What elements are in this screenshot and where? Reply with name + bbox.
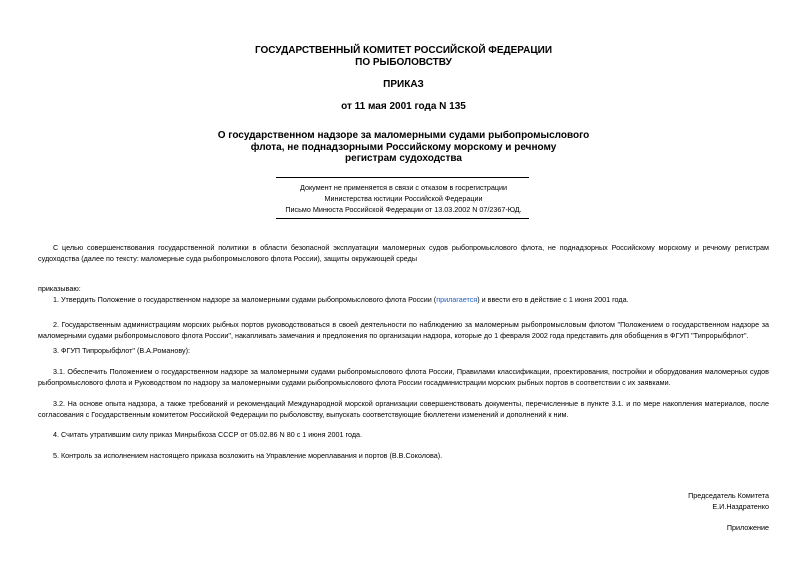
document-date-number: от 11 мая 2001 года N 135 (341, 101, 466, 112)
notice-top-rule (276, 177, 529, 178)
signature-position: Председатель Комитета (688, 491, 769, 500)
signature-name: Е.И.Наздратенко (712, 502, 769, 511)
item-1 (38, 294, 769, 305)
item-1-text-after: ) и ввести его в действие с 1 июня 2001 года. (477, 295, 629, 304)
preamble-paragraph: С целью совершенствования государственной политики в области безопасной эксплуатации маломерных судов рыбопромыслового флота, не поднадзорных Российскому морскому и речному регистрам судоходства (далее по тексту: маломерные суда рыбопромыслового флота России), защиты окружающей среды (38, 243, 769, 263)
item-5: 5. Контроль за исполнением настоящего приказа возложить на Управление мореплавания и портов (В.В.Соколова). (53, 451, 443, 460)
item-1-text-before: 1. Утвердить Положение о государственном надзоре за маломерными судами рыбопромыслового флота России ( (53, 295, 437, 304)
document-title-line1: О государственном надзоре за маломерными судами рыбопромыслового (217, 130, 590, 141)
notice-line1: Документ не применяется в связи с отказом в госрегистрации (300, 183, 507, 192)
item-3-2: 3.2. На основе опыта надзора, а также требований и рекомендаций Международной морской организации совершенствовать документы, перечисленные в пункте 3.1. и по мере накопления материалов, после согласования с Государственным комитетом Российской Федерации по рыболовству, выпускать соответствующие бюллетени изменений и дополнений к ним. (38, 399, 769, 419)
item-2: 2. Государственным администрациям морских рыбных портов руководствоваться в своей деятельности по наблюдению за маломерным рыбопромысловым флотом "Положением о государственном надзоре за маломерными судами рыбопромыслового флота России", накапливать замечания и предложения по организации надзора, которые до 1 февраля 2002 года представить для обобщения в ФГУП "Типрорыбфлот". (38, 320, 769, 340)
document-type: ПРИКАЗ (383, 79, 424, 90)
appendix-link[interactable]: прилагается (436, 295, 478, 304)
appendix-label: Приложение (726, 523, 769, 532)
item-3-1: 3.1. Обеспечить Положением о государственном надзоре за маломерными судами рыбопромыслового флота России, Правилами классификации, проектирования, постройки и оборудования маломерных судов рыбопромыслового флота и Руководством по надзору за маломерными судами рыбопромыслового флота России госадминистрации морских рыбных портов в соответствии с их заявками. (38, 367, 769, 387)
notice-line2: Министерства юстиции Российской Федерации (324, 194, 483, 203)
order-word: приказываю: (38, 284, 81, 293)
notice-bottom-rule (276, 218, 529, 219)
org-title-line2: ПО РЫБОЛОВСТВУ (355, 57, 452, 68)
notice-line3: Письмо Минюста Российской Федерации от 13.03.2002 N 07/2367-ЮД. (285, 205, 522, 214)
item-4: 4. Считать утратившим силу приказ Минрыбхоза СССР от 05.02.86 N 80 с 1 июня 2001 года. (53, 430, 363, 439)
item-3: 3. ФГУП Типрорыбфлот" (В.А.Романову): (53, 346, 190, 355)
org-title-line1: ГОСУДАРСТВЕННЫЙ КОМИТЕТ РОССИЙСКОЙ ФЕДЕРАЦИИ (254, 45, 553, 56)
document-title-line2: флота, не поднадзорными Российскому морскому и речному (250, 142, 557, 153)
document-title-line3: регистрам судоходства (345, 153, 462, 164)
